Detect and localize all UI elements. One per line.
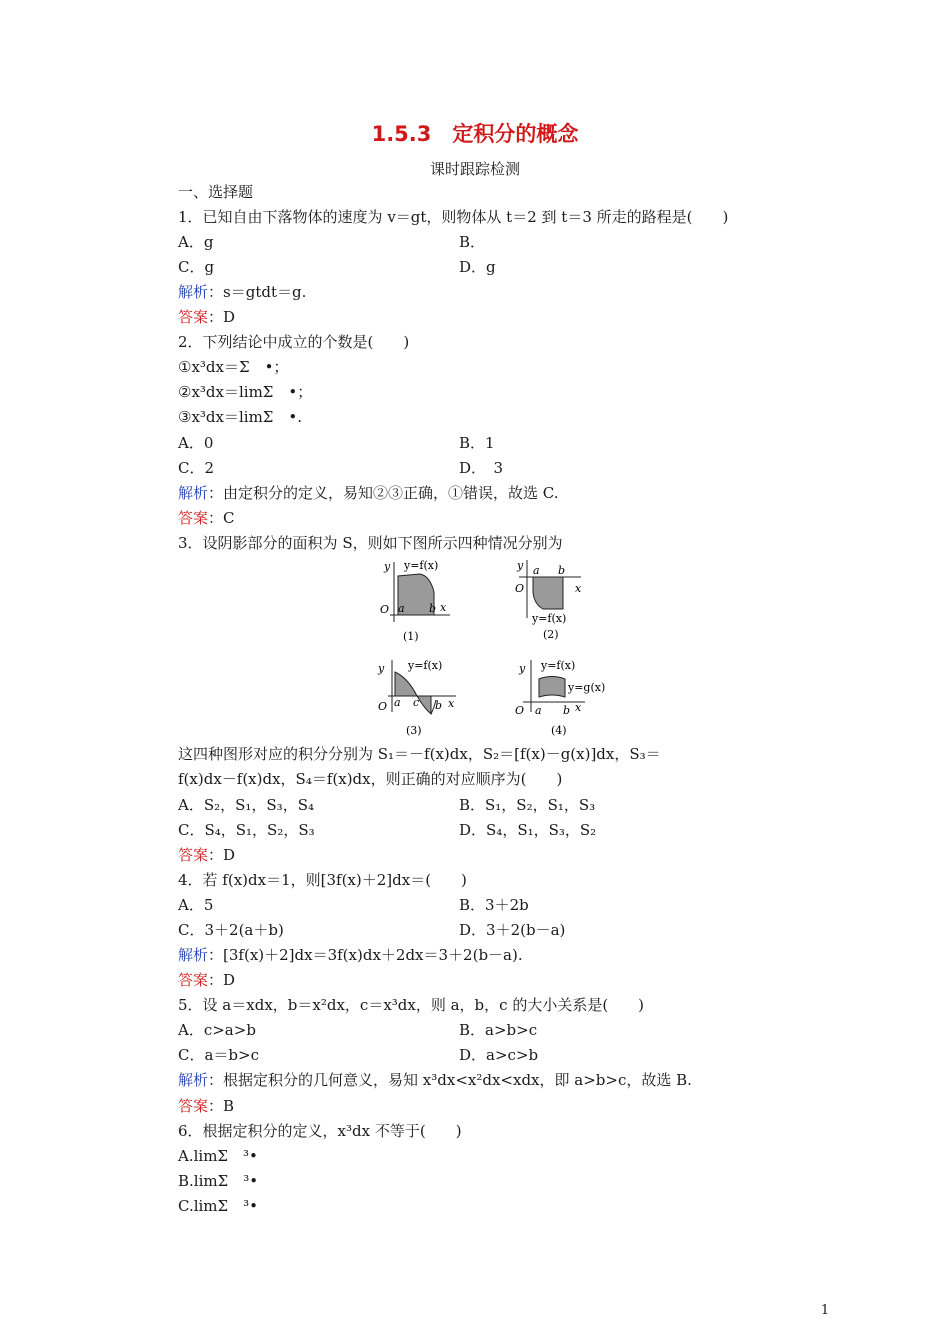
- figure-4: [505, 654, 615, 742]
- fig3-fx-label: y=f(x): [408, 659, 443, 672]
- q6-stem: 6．根据定积分的定义，x³dx 不等于( ): [178, 1122, 462, 1140]
- q4-analysis: [178, 945, 523, 965]
- fig4-caption: (4): [551, 724, 567, 737]
- fig2-caption: (2): [543, 628, 559, 641]
- fig3-caption: (3): [406, 724, 422, 737]
- page-number: 1: [820, 1303, 830, 1318]
- answer-text: ：C: [208, 509, 235, 527]
- answer-label: 答案: [178, 308, 209, 326]
- q1-option-b: B．: [459, 233, 486, 251]
- q1-option-d: D．g: [459, 258, 496, 276]
- answer-label: 答案: [178, 846, 209, 864]
- q1-option-a: A．g: [178, 233, 214, 251]
- q6-option-b: B.limΣ ³•: [178, 1172, 259, 1190]
- q1-analysis: [178, 282, 306, 302]
- fig1-caption: (1): [403, 630, 419, 643]
- fig1-y-label: y: [384, 560, 391, 573]
- q3-line-2: f(x)dx－f(x)dx，S₄＝f(x)dx，则正确的对应顺序为( ): [178, 770, 563, 788]
- fig4-fx-label: y=f(x): [541, 659, 576, 672]
- q3-line-1: 这四种图形对应的积分分别为 S₁＝－f(x)dx，S₂＝[f(x)－g(x)]dx，S₃＝: [178, 745, 661, 763]
- q5-option-d: D．a>c>b: [459, 1046, 539, 1064]
- answer-label: 答案: [178, 509, 209, 527]
- analysis-text: ：根据定积分的几何意义，易知 x³dx<x²dx<xdx，即 a>b>c，故选 B.: [208, 1071, 692, 1089]
- analysis-label: 解析: [178, 946, 209, 964]
- q2-option-b: B．1: [459, 434, 495, 452]
- q5-stem: 5．设 a＝xdx，b＝x²dx，c＝x³dx，则 a，b，c 的大小关系是( ): [178, 996, 645, 1014]
- fig4-b-label: b: [563, 704, 571, 717]
- fig1-x-label: x: [440, 601, 447, 614]
- analysis-label: 解析: [178, 1071, 209, 1089]
- analysis-text: ：由定积分的定义，易知②③正确，①错误，故选 C.: [208, 484, 559, 502]
- q2-statement-3: ③x³dx＝limΣ •.: [178, 408, 303, 426]
- page-title: 1.5.3 定积分的概念: [371, 122, 579, 146]
- fig4-a-label: a: [535, 704, 542, 717]
- fig4-gx-label: y=g(x): [568, 681, 606, 694]
- answer-text: ：B: [208, 1097, 235, 1115]
- fig1-b-label: b: [429, 602, 437, 615]
- q4-stem: 4．若 f(x)dx＝1，则[3f(x)＋2]dx＝( ): [178, 871, 467, 889]
- q5-option-b: B．a>b>c: [459, 1021, 538, 1039]
- fig2-a-label: a: [533, 564, 540, 577]
- answer-label: 答案: [178, 1097, 209, 1115]
- answer-text: ：D: [208, 846, 236, 864]
- fig3-c-label: c: [413, 696, 420, 709]
- analysis-text: ：s＝gtdt＝g.: [208, 283, 307, 301]
- page-subtitle: 课时跟踪检测: [429, 160, 520, 178]
- q5-option-a: A．c>a>b: [178, 1021, 256, 1039]
- fig2-origin-label: O: [515, 582, 525, 595]
- figure-2: [505, 556, 605, 646]
- analysis-label: 解析: [178, 283, 209, 301]
- answer-text: ：D: [208, 308, 236, 326]
- q3-option-a: A．S₂，S₁，S₃，S₄: [178, 796, 314, 814]
- q4-option-d: D．3＋2(b－a): [459, 921, 566, 939]
- fig1-fx-label: y=f(x): [404, 559, 439, 572]
- q1-stem: 1．已知自由下落物体的速度为 v＝gt，则物体从 t＝2 到 t＝3 所走的路程是( ): [178, 208, 729, 226]
- q4-option-c: C．3＋2(a＋b): [178, 921, 284, 939]
- q3-option-b: B．S₁，S₂，S₁，S₃: [459, 796, 596, 814]
- fig3-x-label: x: [448, 697, 455, 710]
- answer-text: ：D: [208, 971, 236, 989]
- q3-option-c: C．S₄，S₁，S₂，S₃: [178, 821, 315, 839]
- fig1-origin-label: O: [380, 603, 390, 616]
- fig4-y-label: y: [519, 662, 526, 675]
- fig2-fx-label: y=f(x): [532, 612, 567, 625]
- fig2-y-label: y: [517, 559, 524, 572]
- q1-answer: [178, 307, 235, 327]
- fig3-y-label: y: [378, 662, 385, 675]
- q2-answer: [178, 508, 235, 528]
- q2-statement-2: ②x³dx＝limΣ •；: [178, 383, 313, 401]
- q5-answer: [178, 1096, 234, 1116]
- analysis-text: ：[3f(x)＋2]dx＝3f(x)dx＋2dx＝3＋2(b－a).: [208, 946, 523, 964]
- q6-option-a: A.limΣ ³•: [178, 1147, 258, 1165]
- fig2-b-label: b: [558, 564, 566, 577]
- q2-analysis: [178, 483, 559, 503]
- q4-option-a: A．5: [178, 896, 214, 914]
- q2-option-c: C．2: [178, 459, 215, 477]
- q2-option-a: A．0: [178, 434, 214, 452]
- q3-option-d: D．S₄，S₁，S₃，S₂: [459, 821, 597, 839]
- q1-option-c: C．g: [178, 258, 215, 276]
- fig3-a-label: a: [394, 696, 401, 709]
- q4-option-b: B．3＋2b: [459, 896, 529, 914]
- fig4-x-label: x: [575, 701, 582, 714]
- q2-stem: 2．下列结论中成立的个数是( ): [178, 333, 410, 351]
- q4-answer: [178, 970, 235, 990]
- q6-option-c: C.limΣ ³•: [178, 1197, 258, 1215]
- fig4-origin-label: O: [515, 704, 525, 717]
- fig3-b-label: b: [435, 699, 443, 712]
- analysis-label: 解析: [178, 484, 209, 502]
- q2-option-d: D． 3: [459, 459, 504, 477]
- section-heading: 一、选择题: [178, 183, 254, 201]
- answer-label: 答案: [178, 971, 209, 989]
- q2-statement-1: ①x³dx＝Σ •；: [178, 358, 289, 376]
- figure-1: [368, 556, 468, 646]
- figure-3: [368, 654, 468, 742]
- fig3-origin-label: O: [378, 700, 388, 713]
- q5-analysis: [178, 1070, 692, 1090]
- q3-stem: 3．设阴影部分的面积为 S，则如下图所示四种情况分别为: [178, 534, 563, 552]
- fig1-a-label: a: [398, 602, 405, 615]
- fig2-x-label: x: [575, 582, 582, 595]
- q3-answer: [178, 845, 235, 865]
- q5-option-c: C．a＝b>c: [178, 1046, 259, 1064]
